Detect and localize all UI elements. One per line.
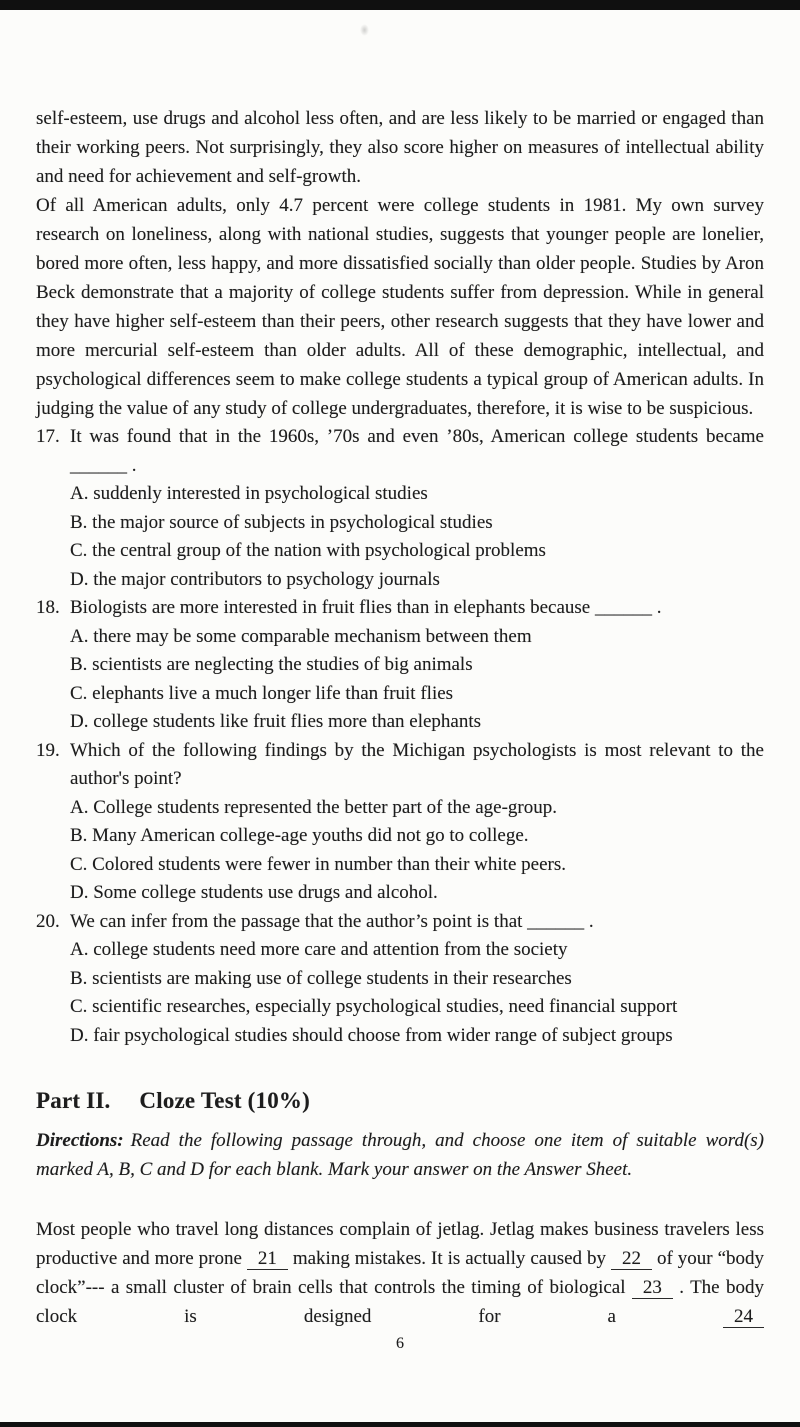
part2-heading (36, 1086, 764, 1116)
cloze-blank-23: 23 (632, 1277, 673, 1299)
question-18-body: Biologists are more interested in fruit flies than in elephants because ______ . (70, 597, 662, 618)
question-20 (36, 908, 764, 1051)
directions (36, 1126, 764, 1184)
directions-label: Directions: (36, 1130, 124, 1151)
questions-block (36, 423, 764, 1050)
cloze-blank-22: 22 (611, 1248, 652, 1270)
cloze-text-segment-1: Most people who travel long distances complain of jetlag. Jetlag makes business travelers less productive and more prone (36, 1219, 764, 1269)
question-18-option-d: D. college students like fruit flies more than elephants (70, 711, 482, 732)
page-number: 6 (396, 1335, 404, 1352)
cloze-passage (36, 1215, 764, 1331)
question-17-number: 17. (36, 426, 60, 447)
question-18-number: 18. (36, 597, 60, 618)
directions-text: Read the following passage through, and choose one item of suitable word(s) marked A, B, C and D for each blank. Mark your answer on the Answer Sheet. (36, 1130, 764, 1180)
question-19-option-c: C. Colored students were fewer in number than their white peers. (70, 853, 566, 875)
cloze-blank-21: 21 (247, 1248, 288, 1270)
question-18 (36, 594, 764, 737)
cloze-text-segment-4: . The body clock is designed for a (36, 1277, 765, 1327)
question-19-option-a: A. College students represented the better part of the age-group. (70, 796, 557, 818)
question-19-option-b: B. Many American college-age youths did not go to college. (70, 825, 529, 846)
cloze-text-segment-2: making mistakes. It is actually caused by (287, 1248, 611, 1269)
question-17-body: It was found that in the 1960s, ’70s and even ’80s, American college students became ______ . (70, 426, 764, 476)
question-20-option-a: A. college students need more care and attention from the society (70, 939, 568, 960)
question-20-body: We can infer from the passage that the author’s point is that ______ . (70, 910, 594, 932)
question-20-number: 20. (36, 910, 60, 932)
question-20-option-d: D. fair psychological studies should choose from wider range of subject groups (70, 1024, 673, 1046)
question-19-body: Which of the following findings by the Michigan psychologists is most relevant to the author's point? (70, 739, 764, 789)
question-17-option-d: D. the major contributors to psychology journals (70, 568, 440, 590)
question-17-text (36, 423, 764, 480)
cloze-blank-24: 24 (723, 1306, 764, 1328)
scan-artifact (360, 24, 369, 36)
part2-label: Part II. (36, 1088, 111, 1113)
question-19-number: 19. (36, 739, 60, 761)
question-20-option-c: C. scientific researches, especially psychological studies, need financial support (70, 996, 678, 1017)
cloze-text-segment-3: of your “body clock”--- a small cluster of brain cells that controls the timing of biological (36, 1248, 765, 1298)
question-18-option-a: A. there may be some comparable mechanism between them (70, 625, 532, 647)
scan-edge-bottom (0, 1422, 800, 1427)
passage-paragraph-1: self-esteem, use drugs and alcohol less often, and are less likely to be married or engaged than their working peers. Not surprisingly, they also score higher on measures of intellectual ability and need for achievement and self-growth. (36, 108, 764, 187)
question-19 (36, 737, 764, 908)
question-20-text (36, 908, 764, 937)
question-19-text (36, 737, 764, 794)
question-19-option-d: D. Some college students use drugs and alcohol. (70, 882, 438, 903)
question-18-option-c: C. elephants live a much longer life than fruit flies (70, 682, 454, 704)
question-18-text (36, 594, 764, 623)
question-17-option-b: B. the major source of subjects in psychological studies (70, 511, 493, 533)
question-18-option-b: B. scientists are neglecting the studies of big animals (70, 654, 473, 675)
page-content (0, 104, 800, 1355)
scan-edge-top (0, 0, 800, 10)
question-17-option-a: A. suddenly interested in psychological studies (70, 483, 428, 504)
question-17 (36, 423, 764, 594)
reading-passage (36, 104, 764, 423)
question-17-option-c: C. the central group of the nation with psychological problems (70, 540, 546, 561)
question-20-option-b: B. scientists are making use of college students in their researches (70, 967, 572, 989)
passage-paragraph-2: Of all American adults, only 4.7 percent were college students in 1981. My own survey research on loneliness, along with national studies, suggests that younger people are lonelier, bored more often, less happy, and more dissatisfied socially than older people. Studies by Aron Beck demonstrate that a majority of college students suffer from depression. While in general they have higher self-esteem than their peers, other research suggests that they have lower and more mercurial self-esteem than older adults. All of these demographic, intellectual, and psychological differences seem to make college students a typical group of American adults. In judging the value of any study of college undergraduates, therefore, it is wise to be suspicious. (36, 195, 764, 419)
part2-title: Cloze Test (10%) (139, 1088, 310, 1113)
